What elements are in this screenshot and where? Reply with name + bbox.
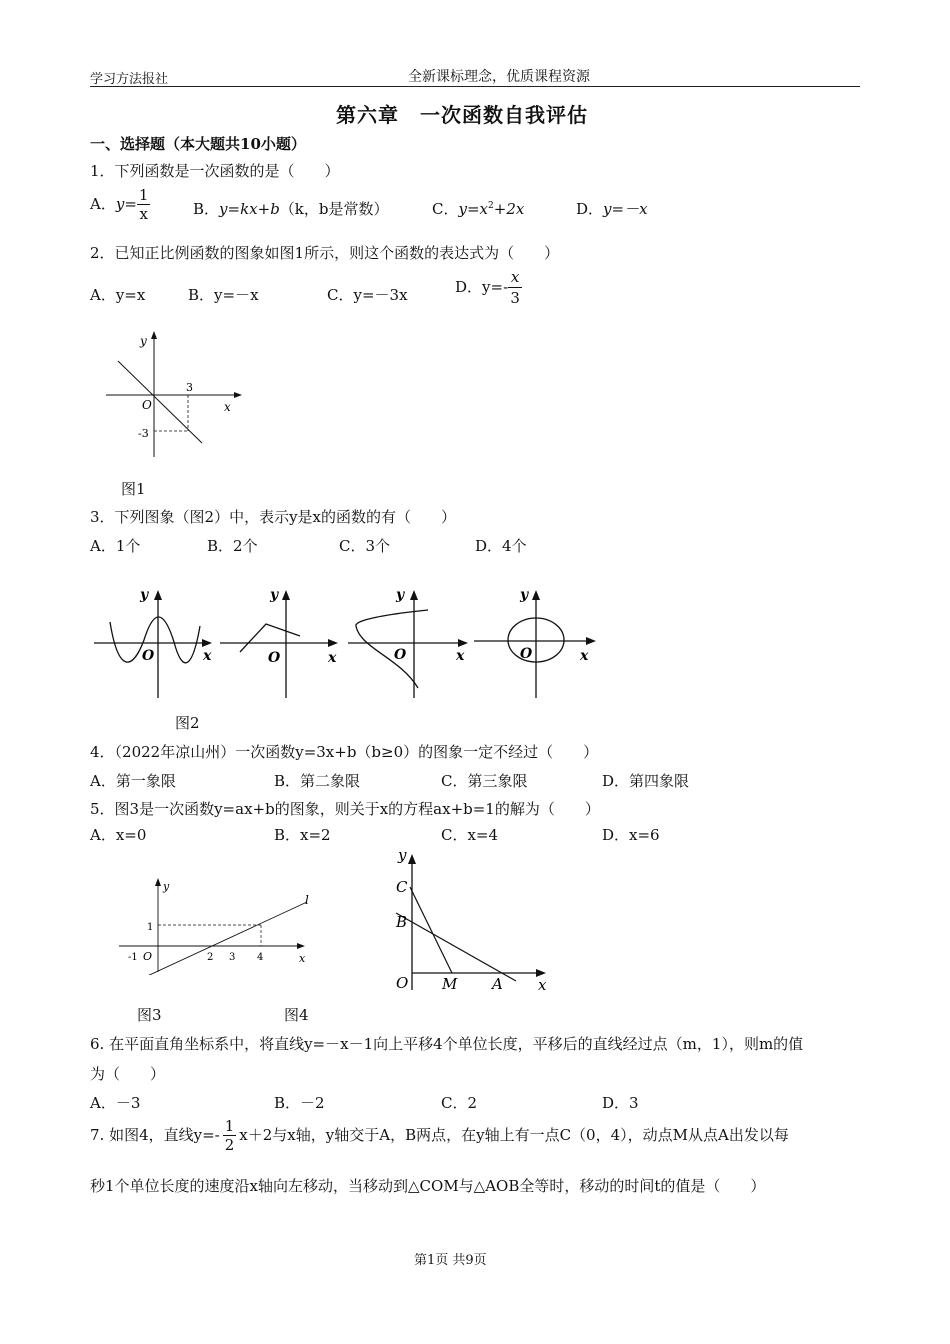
q1-option-a: A．y= $\frac{1}{x}$ xyxy=(90,186,149,223)
q6-stem-line2: 为（ ） xyxy=(90,1065,166,1083)
svg-text:O: O xyxy=(268,650,281,666)
figure-1-graph xyxy=(100,325,250,465)
q2-stem: 2．已知正比例函数的图象如图1所示，则这个函数的表达式为（ ） xyxy=(90,244,560,262)
q1-option-b: B．y=kx+b（k，b是常数） xyxy=(193,200,389,218)
q7-stem-line1: 7. 如图4，直线y=- $\frac{1}{2}$ x＋2与x轴，y轴交于A，B两点，在y轴上有一点C（0，4），动点M从点A出发以每 xyxy=(90,1117,789,1154)
fig2-graph-3 xyxy=(348,587,468,698)
fig2-graph-4 xyxy=(474,587,596,698)
figure-4-caption: 图4 xyxy=(284,1006,309,1024)
fig1-tick-neg3: -3 xyxy=(138,427,149,440)
q5-option-c: C．x=4 xyxy=(441,826,499,844)
svg-text:y: y xyxy=(140,587,149,603)
fig2-graph-2 xyxy=(220,587,338,698)
figure-3-caption: 图3 xyxy=(137,1006,162,1024)
q1-option-c: C．$y=x^2+2x$ xyxy=(432,200,525,218)
q2-option-b: B．y=－x xyxy=(188,286,259,304)
svg-text:A: A xyxy=(492,975,503,993)
q4-stem: 4．（2022年凉山州）一次函数y=3x+b（b≥0）的图象一定不经过（ ） xyxy=(90,743,599,761)
fig4-line-cm xyxy=(410,887,452,973)
q5-option-d: D．x=6 xyxy=(602,826,660,844)
fig2-graph-1 xyxy=(94,587,212,698)
header-rule xyxy=(90,86,860,87)
svg-text:x: x xyxy=(299,952,306,965)
q6-option-b: B．－2 xyxy=(274,1094,325,1112)
svg-text:x: x xyxy=(328,650,337,666)
svg-text:x: x xyxy=(580,648,589,664)
q4-option-a: A．第一象限 xyxy=(90,772,176,790)
q4-option-c: C．第三象限 xyxy=(441,772,528,790)
fig1-y-label: y xyxy=(140,334,147,348)
q6-option-d: D．3 xyxy=(602,1094,639,1112)
q2-option-a: A．y=x xyxy=(90,286,146,304)
fig1-tick-3: 3 xyxy=(186,381,193,394)
svg-text:O: O xyxy=(394,647,407,663)
q2-option-d: D．y=- $\frac{x}{3}$ xyxy=(455,270,522,306)
svg-text:4: 4 xyxy=(257,952,264,963)
svg-text:M: M xyxy=(442,975,458,993)
svg-text:3: 3 xyxy=(229,952,236,963)
q5-option-a: A．x=0 xyxy=(90,826,147,844)
svg-text:x: x xyxy=(538,976,547,994)
q1-option-d: D．y=－x xyxy=(576,200,648,218)
fig1-x-arrow xyxy=(234,392,242,398)
figure-4-graph xyxy=(388,840,558,998)
svg-text:-1: -1 xyxy=(128,952,138,963)
svg-text:C: C xyxy=(396,878,408,896)
svg-text:2: 2 xyxy=(207,952,214,963)
q6-option-c: C．2 xyxy=(441,1094,478,1112)
page-footer: 第1页 共9页 xyxy=(414,1253,487,1268)
q3-option-d: D．4个 xyxy=(475,537,527,555)
q7-stem-line2: 秒1个单位长度的速度沿x轴向左移动，当移动到△COM与△AOB全等时，移动的时间t的值是（ ） xyxy=(90,1177,766,1195)
figure-1-caption: 图1 xyxy=(121,480,146,498)
figure-2-caption: 图2 xyxy=(175,714,200,732)
q4-option-b: B．第二象限 xyxy=(274,772,361,790)
q6-stem-line1: 6. 在平面直角坐标系中，将直线y=－x－1向上平移4个单位长度，平移后的直线经过点（m，1），则m的值 xyxy=(90,1035,804,1053)
q5-option-b: B．x=2 xyxy=(274,826,331,844)
q6-option-a: A．－3 xyxy=(90,1094,141,1112)
q3-option-a: A．1个 xyxy=(90,537,141,555)
fig4-line-ab xyxy=(396,913,516,981)
header-slogan: 全新课标理念，优质课程资源 xyxy=(408,69,590,85)
svg-text:O: O xyxy=(142,648,155,664)
q1-stem: 1．下列函数是一次函数的是（ ） xyxy=(90,162,340,180)
svg-text:1: 1 xyxy=(147,922,154,933)
figure-2-graphs xyxy=(88,580,608,705)
q3-option-c: C．3个 xyxy=(339,537,391,555)
q5-stem: 5．图3是一次函数y=ax+b的图象，则关于x的方程ax+b=1的解为（ ） xyxy=(90,800,600,818)
svg-text:y: y xyxy=(270,587,279,603)
figure-3-graph xyxy=(115,870,320,975)
svg-text:y: y xyxy=(163,880,170,893)
svg-text:x: x xyxy=(203,648,212,664)
fig1-origin: O xyxy=(142,398,152,412)
svg-text:x: x xyxy=(456,648,465,664)
q3-option-b: B．2个 xyxy=(207,537,258,555)
svg-text:O: O xyxy=(520,646,533,662)
svg-text:y: y xyxy=(520,587,529,603)
fig1-x-label: x xyxy=(224,400,231,414)
header-publisher: 学习方法报社 xyxy=(90,72,169,87)
svg-text:y: y xyxy=(398,846,407,864)
svg-text:y: y xyxy=(396,587,405,603)
svg-text:O: O xyxy=(143,950,153,963)
fig1-y-arrow xyxy=(151,331,157,339)
fig3-line-l xyxy=(143,902,307,975)
svg-text:O: O xyxy=(396,974,409,992)
svg-text:l: l xyxy=(305,893,309,907)
q4-option-d: D．第四象限 xyxy=(602,772,690,790)
q2-option-c: C．y=－3x xyxy=(327,286,408,304)
page-title: 第六章 一次函数自我评估 xyxy=(336,103,588,127)
svg-text:B: B xyxy=(396,913,408,931)
q3-stem: 3．下列图象（图2）中，表示y是x的函数的有（ ） xyxy=(90,508,457,526)
section-heading: 一、选择题（本大题共10小题） xyxy=(90,135,306,153)
